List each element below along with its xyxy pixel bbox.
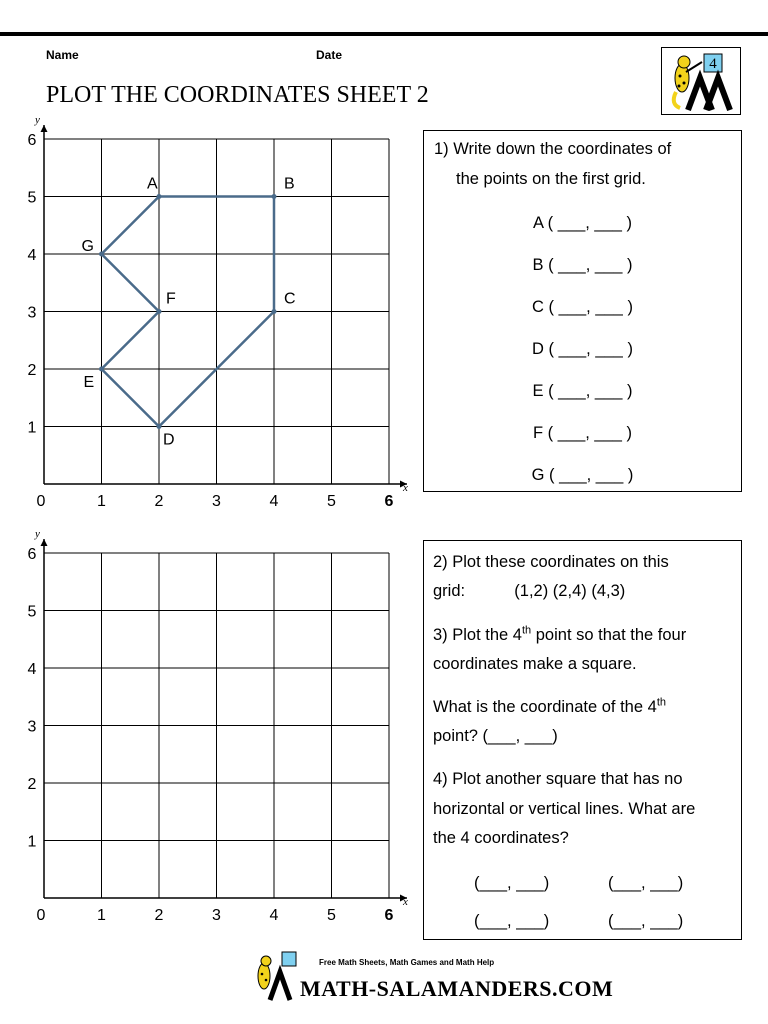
question-4-line-1: 4) Plot another square that has no	[433, 770, 683, 788]
grid2-x-tick-label: 1	[97, 907, 106, 924]
point-e	[99, 367, 104, 372]
questions-2-4-box	[423, 540, 742, 940]
grid1-x-tick-label: 6	[384, 493, 394, 510]
grid2-x-tick-label: 6	[384, 907, 394, 924]
question-3-line-2: coordinates make a square.	[433, 655, 637, 673]
question-2-coordinates: (1,2) (2,4) (4,3)	[514, 582, 626, 600]
grid1-x-tick-label: 2	[154, 493, 164, 510]
question-3-followup-line-2: point? (___, ___)	[433, 727, 558, 745]
grid2-y-tick-label: 6	[27, 546, 37, 563]
grid1-x-tick-label: 0	[36, 493, 46, 510]
question-3-sup: th	[521, 624, 532, 637]
grid1-y-arrow-icon	[41, 125, 48, 132]
grid2-x-axis-label: x	[403, 896, 408, 908]
point-label-a: A	[147, 175, 158, 193]
question-2-line-1: 2) Plot these coordinates on this	[433, 553, 669, 571]
grid1-y-tick-label: 4	[27, 247, 37, 264]
grid1-x-tick-label: 4	[269, 493, 279, 510]
footer-logo	[248, 950, 304, 1002]
question-3-text-a: 3) Plot the 4	[433, 626, 522, 644]
answer-row-1: A ( ___, ___ )	[532, 214, 633, 232]
question-1-text-line-2: the points on the first grid.	[456, 170, 646, 188]
grid2-x-tick-label: 3	[212, 907, 221, 924]
question-1-text: 1) Write down the coordinates of	[434, 140, 672, 158]
question-3-followup-text: What is the coordinate of the 4	[433, 698, 657, 716]
grid1-x-axis-label: x	[403, 482, 408, 494]
grid2-y-tick-label: 5	[27, 603, 37, 621]
question-1-box	[423, 130, 742, 492]
grid2-y-tick-label: 1	[27, 833, 37, 851]
point-b	[272, 194, 277, 199]
answer-blank-1: (___, ___)	[474, 874, 550, 892]
grid1-x-tick-label: 5	[327, 493, 336, 510]
grid1-y-tick-label: 2	[27, 362, 37, 379]
point-label-f: F	[166, 290, 176, 308]
grid2-y-tick-label: 4	[27, 661, 37, 678]
answer-blank-2: (___, ___)	[608, 874, 684, 892]
grid1-y-axis-label: y	[35, 114, 40, 126]
grid2-x-tick-label: 5	[327, 907, 336, 924]
point-c	[272, 309, 277, 314]
answer-row-3: C ( ___, ___ )	[532, 298, 633, 316]
name-label: Name	[46, 48, 79, 62]
point-a	[157, 194, 162, 199]
answer-blank-4: (___, ___)	[608, 912, 684, 930]
grid2-x-tick-label: 0	[36, 907, 46, 924]
answer-row-4: D ( ___, ___ )	[532, 340, 633, 358]
grid-2	[28, 528, 408, 924]
grid1-x-tick-label: 1	[97, 493, 106, 510]
point-g	[99, 252, 104, 257]
grid2-y-arrow-icon	[41, 539, 48, 546]
footer-brand: MATH-SALAMANDERS.COM	[300, 976, 614, 1001]
question-2-line-2	[433, 576, 735, 606]
point-label-b: B	[284, 175, 295, 193]
grid2-x-tick-label: 4	[269, 907, 279, 924]
answer-row-7: G ( ___, ___ )	[531, 466, 634, 484]
question-3-followup-sup: th	[656, 696, 666, 709]
point-label-g: G	[81, 238, 94, 255]
grid2-y-tick-label: 3	[27, 718, 37, 736]
point-label-d: D	[163, 431, 175, 449]
grid1-y-tick-label: 6	[27, 132, 37, 149]
grid1-y-tick-label: 5	[27, 189, 37, 207]
question-4-line-3: the 4 coordinates?	[433, 829, 569, 847]
grid2-x-tick-label: 2	[154, 907, 164, 924]
question-3-followup-line-1	[433, 692, 735, 722]
point-label-c: C	[284, 290, 296, 308]
question-4-line-2: horizontal or vertical lines. What are	[433, 800, 696, 818]
grid1-x-tick-label: 3	[212, 493, 221, 510]
footer-salamander-icon	[248, 950, 304, 1002]
point-label-e: E	[83, 374, 95, 391]
date-label: Date	[316, 48, 343, 62]
grid1-y-tick-label: 1	[27, 419, 37, 437]
grid-1	[28, 114, 408, 510]
question-3-text-b: point so that the four	[531, 626, 687, 644]
point-d	[157, 424, 162, 429]
answer-blank-3: (___, ___)	[474, 912, 550, 930]
question-2-grid-label: grid:	[433, 582, 466, 600]
answer-row-2: B ( ___, ___ )	[532, 256, 633, 274]
page-title: PLOT THE COORDINATES SHEET 2	[46, 82, 429, 108]
grid1-y-tick-label: 3	[27, 304, 37, 322]
grid2-y-tick-label: 2	[27, 776, 37, 793]
question-3-line-1	[433, 620, 735, 650]
footer-tagline: Free Math Sheets, Math Games and Math Help	[319, 958, 495, 967]
grid2-y-axis-label: y	[35, 528, 40, 540]
answer-row-6: F ( ___, ___ )	[532, 424, 633, 442]
point-f	[157, 309, 162, 314]
answer-row-5: E ( ___, ___ )	[532, 382, 633, 400]
svg-text:4: 4	[709, 56, 717, 72]
